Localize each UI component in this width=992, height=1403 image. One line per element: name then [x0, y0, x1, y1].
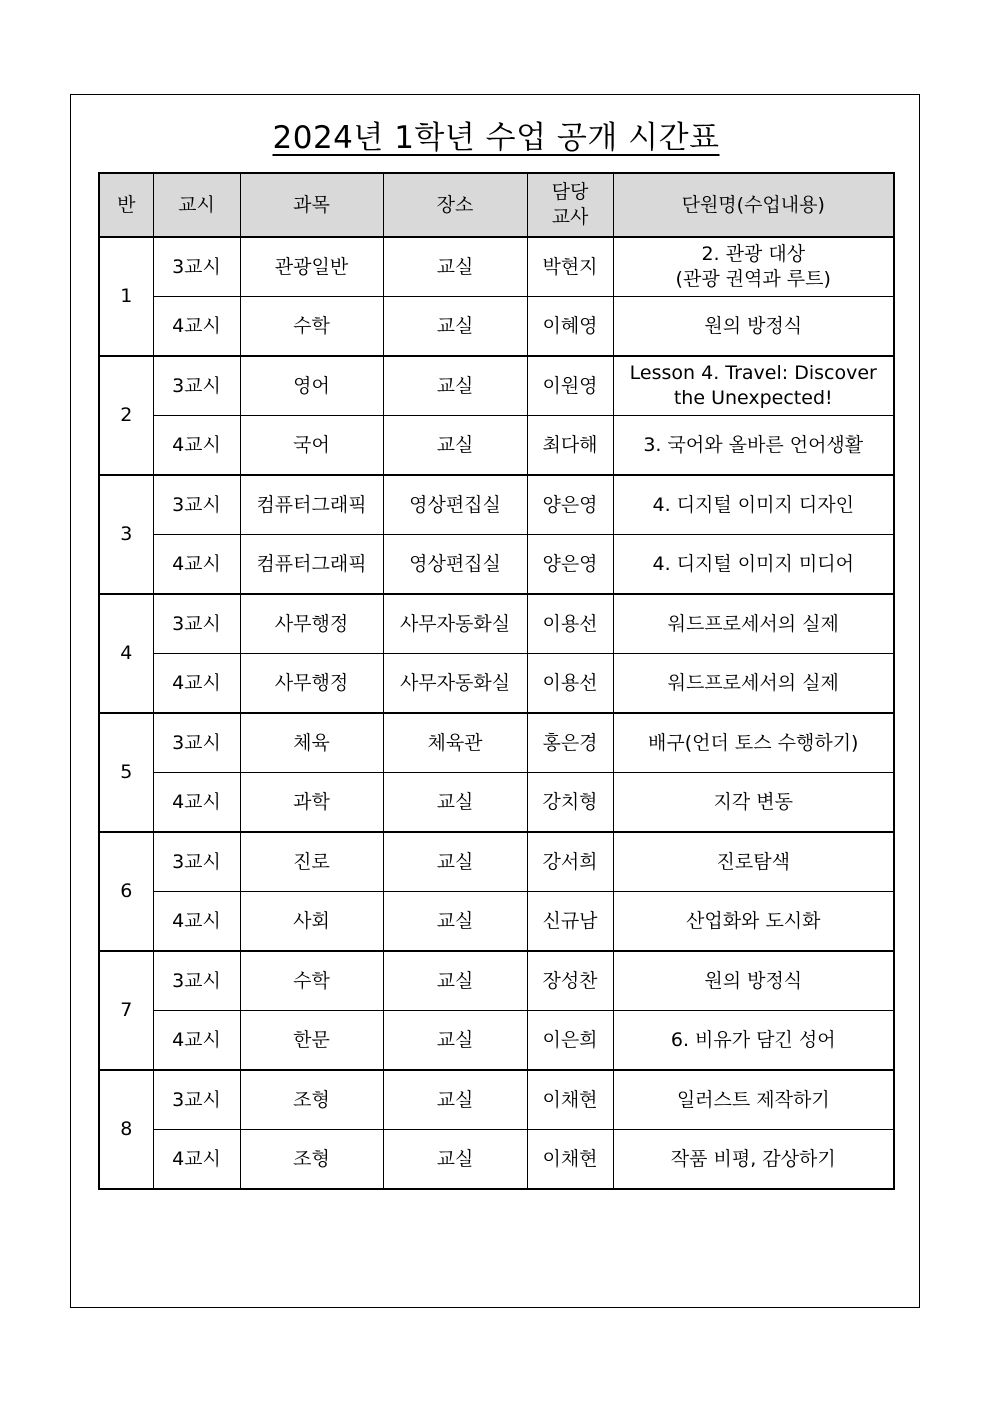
place-cell: 교실	[383, 356, 527, 416]
header-teacher-line2: 교사	[551, 206, 589, 228]
unit-cell	[613, 594, 894, 654]
unit-cell	[613, 416, 894, 476]
teacher-cell: 이용선	[527, 654, 613, 714]
unit-cell	[613, 713, 894, 773]
ban-cell: 7	[99, 951, 153, 1070]
place-cell: 사무자동화실	[383, 594, 527, 654]
place-cell: 영상편집실	[383, 535, 527, 595]
period-cell: 3교시	[153, 951, 240, 1011]
unit-cell	[613, 237, 894, 297]
unit-line1: 지각 변동	[713, 790, 793, 813]
teacher-cell: 양은영	[527, 535, 613, 595]
period-cell: 3교시	[153, 237, 240, 297]
ban-cell: 5	[99, 713, 153, 832]
table-row	[99, 594, 894, 654]
place-cell: 영상편집실	[383, 475, 527, 535]
table-row	[99, 832, 894, 892]
unit-line1: 4. 디지털 이미지 디자인	[652, 493, 854, 516]
unit-line1: 3. 국어와 올바른 언어생활	[643, 433, 864, 456]
unit-line2: (관광 권역과 루트)	[675, 268, 831, 290]
table-row	[99, 237, 894, 297]
unit-line1: Lesson 4. Travel: Discover	[629, 362, 877, 384]
subject-cell: 조형	[240, 1130, 383, 1190]
unit-cell	[613, 773, 894, 833]
unit-line1: 진로탐색	[716, 850, 790, 873]
table-row	[99, 1011, 894, 1071]
ban-cell: 1	[99, 237, 153, 356]
subject-cell: 과학	[240, 773, 383, 833]
unit-line1: 워드프로세서의 실제	[667, 612, 839, 635]
unit-line1: 일러스트 제작하기	[676, 1088, 830, 1111]
teacher-cell: 이원영	[527, 356, 613, 416]
teacher-cell: 이채현	[527, 1130, 613, 1190]
teacher-cell: 이채현	[527, 1070, 613, 1130]
subject-cell: 수학	[240, 951, 383, 1011]
unit-cell	[613, 356, 894, 416]
unit-cell	[613, 654, 894, 714]
place-cell: 교실	[383, 1070, 527, 1130]
table-row	[99, 713, 894, 773]
period-cell: 4교시	[153, 892, 240, 952]
place-cell: 사무자동화실	[383, 654, 527, 714]
period-cell: 4교시	[153, 654, 240, 714]
unit-line1: 워드프로세서의 실제	[667, 671, 839, 694]
unit-cell	[613, 1070, 894, 1130]
place-cell: 교실	[383, 237, 527, 297]
table-row	[99, 1070, 894, 1130]
period-cell: 4교시	[153, 535, 240, 595]
header-row	[99, 173, 894, 237]
table-row	[99, 356, 894, 416]
period-cell: 3교시	[153, 713, 240, 773]
header-teacher-line1: 담당	[551, 181, 589, 203]
place-cell: 교실	[383, 1011, 527, 1071]
header-place: 장소	[383, 173, 527, 237]
header-teacher	[527, 173, 613, 237]
period-cell: 4교시	[153, 1011, 240, 1071]
period-cell: 4교시	[153, 297, 240, 357]
table-row	[99, 535, 894, 595]
subject-cell: 사회	[240, 892, 383, 952]
subject-cell: 관광일반	[240, 237, 383, 297]
unit-line1: 산업화와 도시화	[685, 909, 821, 932]
schedule-body	[99, 237, 894, 1189]
unit-line1: 6. 비유가 담긴 성어	[670, 1028, 836, 1051]
header-unit: 단원명(수업내용)	[613, 173, 894, 237]
unit-line1: 원의 방정식	[704, 314, 803, 337]
unit-line1: 배구(언더 토스 수행하기)	[648, 731, 859, 754]
place-cell: 교실	[383, 1130, 527, 1190]
unit-cell	[613, 1130, 894, 1190]
subject-cell: 조형	[240, 1070, 383, 1130]
teacher-cell: 신규남	[527, 892, 613, 952]
table-row	[99, 654, 894, 714]
unit-cell	[613, 535, 894, 595]
period-cell: 4교시	[153, 1130, 240, 1190]
subject-cell: 사무행정	[240, 654, 383, 714]
period-cell: 3교시	[153, 1070, 240, 1130]
table-row	[99, 1130, 894, 1190]
unit-cell	[613, 951, 894, 1011]
unit-line2: the Unexpected!	[673, 387, 833, 409]
subject-cell: 사무행정	[240, 594, 383, 654]
header-subject: 과목	[240, 173, 383, 237]
table-row	[99, 773, 894, 833]
teacher-cell: 이혜영	[527, 297, 613, 357]
teacher-cell: 이은희	[527, 1011, 613, 1071]
unit-cell	[613, 475, 894, 535]
page-title	[0, 112, 992, 157]
teacher-cell: 강서희	[527, 832, 613, 892]
unit-line1: 작품 비평, 감상하기	[670, 1147, 836, 1170]
schedule-table	[98, 172, 895, 1190]
table-row	[99, 475, 894, 535]
unit-line1: 원의 방정식	[704, 969, 803, 992]
place-cell: 교실	[383, 832, 527, 892]
period-cell: 4교시	[153, 416, 240, 476]
teacher-cell: 홍은경	[527, 713, 613, 773]
period-cell: 3교시	[153, 356, 240, 416]
ban-cell: 2	[99, 356, 153, 475]
place-cell: 체육관	[383, 713, 527, 773]
place-cell: 교실	[383, 951, 527, 1011]
subject-cell: 영어	[240, 356, 383, 416]
title-text: 2024년 1학년 수업 공개 시간표	[272, 120, 720, 156]
place-cell: 교실	[383, 297, 527, 357]
unit-cell	[613, 832, 894, 892]
teacher-cell: 이용선	[527, 594, 613, 654]
ban-cell: 4	[99, 594, 153, 713]
unit-cell	[613, 892, 894, 952]
subject-cell: 수학	[240, 297, 383, 357]
place-cell: 교실	[383, 892, 527, 952]
teacher-cell: 장성찬	[527, 951, 613, 1011]
subject-cell: 체육	[240, 713, 383, 773]
subject-cell: 진로	[240, 832, 383, 892]
table-row	[99, 297, 894, 357]
teacher-cell: 강치형	[527, 773, 613, 833]
ban-cell: 8	[99, 1070, 153, 1189]
ban-cell: 3	[99, 475, 153, 594]
period-cell: 3교시	[153, 475, 240, 535]
subject-cell: 국어	[240, 416, 383, 476]
period-cell: 3교시	[153, 594, 240, 654]
place-cell: 교실	[383, 416, 527, 476]
subject-cell: 한문	[240, 1011, 383, 1071]
unit-cell	[613, 1011, 894, 1071]
subject-cell: 컴퓨터그래픽	[240, 535, 383, 595]
unit-cell	[613, 297, 894, 357]
header-period: 교시	[153, 173, 240, 237]
period-cell: 4교시	[153, 773, 240, 833]
header-ban: 반	[99, 173, 153, 237]
unit-line1: 4. 디지털 이미지 미디어	[652, 552, 854, 575]
ban-cell: 6	[99, 832, 153, 951]
teacher-cell: 양은영	[527, 475, 613, 535]
teacher-cell: 박현지	[527, 237, 613, 297]
table-row	[99, 951, 894, 1011]
period-cell: 3교시	[153, 832, 240, 892]
teacher-cell: 최다해	[527, 416, 613, 476]
table-row	[99, 892, 894, 952]
unit-line1: 2. 관광 대상	[701, 243, 806, 265]
subject-cell: 컴퓨터그래픽	[240, 475, 383, 535]
place-cell: 교실	[383, 773, 527, 833]
table-row	[99, 416, 894, 476]
